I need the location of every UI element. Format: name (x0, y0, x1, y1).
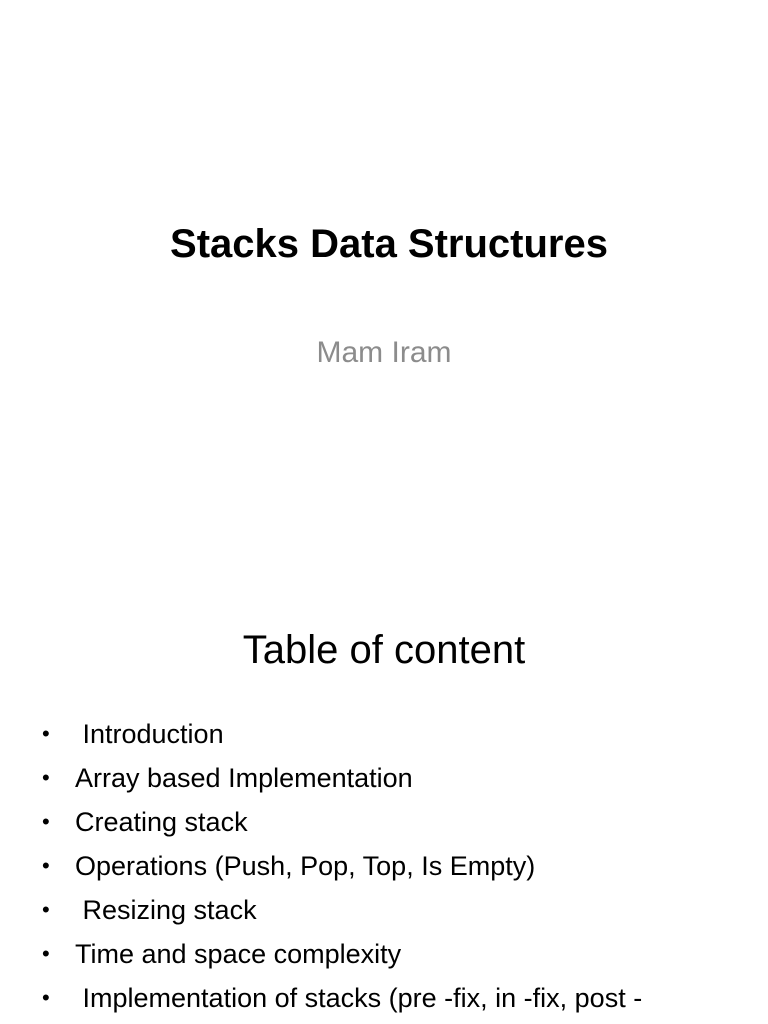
bullet-icon: • (42, 721, 50, 746)
toc-item (42, 758, 742, 802)
slide-title: Stacks Data Structures (170, 222, 608, 266)
toc-item (42, 978, 742, 1022)
bullet-icon: • (42, 897, 50, 922)
slide-subtitle: Mam Iram (316, 336, 452, 369)
toc-slide (0, 576, 768, 1024)
toc-item (42, 890, 742, 934)
bullet-icon: • (42, 809, 50, 834)
toc-item-text: Array based Implementation (75, 763, 413, 793)
toc-item (42, 934, 742, 978)
toc-item-text: Creating stack (75, 807, 248, 837)
toc-item-text: Implementation of stacks (pre -fix, in -fix, post - (75, 983, 643, 1013)
toc-item (42, 802, 742, 846)
toc-list (42, 714, 742, 1022)
bullet-icon: • (42, 853, 50, 878)
toc-item (42, 714, 742, 758)
toc-item-text: Resizing stack (75, 895, 257, 925)
bullet-icon: • (42, 765, 50, 790)
toc-item-text: Operations (Push, Pop, Top, Is Empty) (75, 851, 536, 881)
toc-item (42, 846, 742, 890)
toc-item-text: Time and space complexity (75, 939, 402, 969)
toc-title: Table of content (242, 628, 526, 672)
bullet-icon: • (42, 941, 50, 966)
bullet-icon: • (42, 985, 50, 1010)
toc-item-text: Introduction (75, 719, 224, 749)
